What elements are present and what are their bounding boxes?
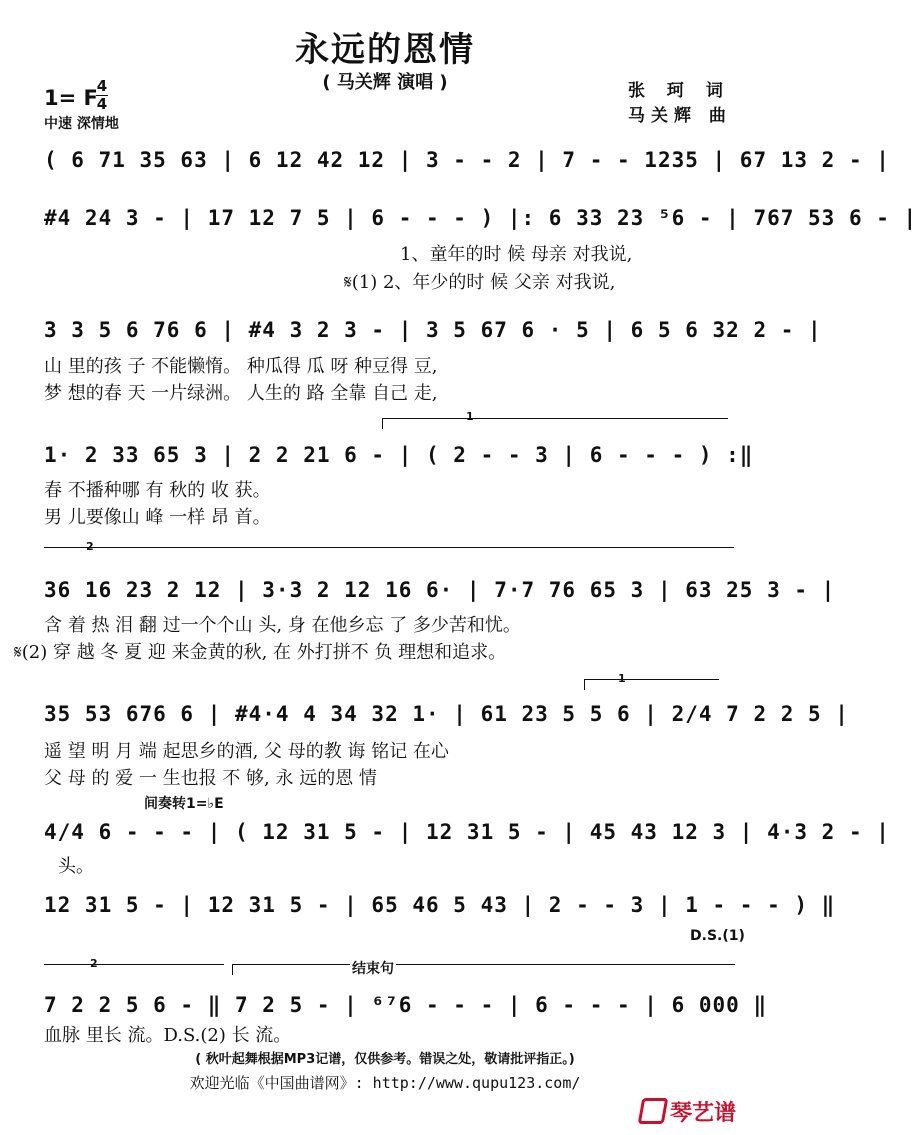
- lyric-line-2-verse-1: 1、童年的时 候 母亲 对我说,: [400, 244, 633, 265]
- time-signature: [96, 78, 108, 113]
- score-line-7: 4/4 6 - - - | ( 12 31 5 - | 12 31 5 - | 45 43 12 3 | 4·3 2 - |: [44, 820, 890, 844]
- welcome-link[interactable]: 欢迎光临《中国曲谱网》: http://www.qupu123.com/: [189, 1074, 581, 1092]
- score-line-3: 3 3 5 6 76 6 | #4 3 2 3 - | 3 5 67 6 · 5 | 6 5 6 32 2 - |: [44, 318, 822, 342]
- lyric-line-7: 头。: [58, 856, 94, 877]
- dal-segno-1: D.S.(1): [690, 928, 745, 944]
- lyricist-credit: 张 珂 词: [628, 81, 731, 101]
- site-logo: [640, 1096, 736, 1127]
- song-title: 永远的恩情: [295, 30, 475, 70]
- lyric-line-4-verse-1: 春 不播种哪 有 秋的 收 获。: [44, 480, 271, 501]
- volta-bracket-9: [44, 964, 224, 975]
- score-line-1: ( 6 71 35 63 | 6 12 42 12 | 3 - - 2 | 7 - - 1235 | 67 13 2 - |: [44, 148, 890, 172]
- tempo-marking: 中速 深情地: [44, 116, 119, 132]
- lyric-line-3-verse-2: 梦 想的春 天 一片绿洲。 人生的 路 全靠 自己 走,: [44, 383, 438, 404]
- volta-bracket-6: [584, 679, 719, 690]
- composer-credit: 马关辉 曲: [628, 106, 732, 126]
- volta-number-6: 1: [618, 672, 626, 685]
- lyric-line-9: 血脉 里长 流。D.S.(2) 长 流。: [44, 1025, 292, 1046]
- score-line-2: #4 24 3 - | 17 12 7 5 | 6 - - - ) |: 6 33 23 ⁵6 - | 767 53 6 - |: [44, 206, 917, 230]
- volta-number-1: 1: [466, 410, 474, 423]
- lyric-line-5-verse-1: 含 着 热 泪 翻 过一个个山 头, 身 在他乡忘 了 多少苦和忧。: [44, 615, 521, 636]
- lyric-line-6-verse-2: 父 母 的 爱 一 生也报 不 够, 永 远的恩 情: [44, 768, 377, 789]
- logo-mark-icon: [638, 1098, 669, 1124]
- volta-number-2: 2: [86, 540, 94, 553]
- score-line-6: 35 53 676 6 | #4·4 4 34 32 1· | 61 23 5 5 6 | 2/4 7 2 2 5 |: [44, 702, 849, 726]
- key-signature: 1= F: [44, 86, 98, 110]
- lyric-line-3-verse-1: 山 里的孩 子 不能懒惰。 种瓜得 瓜 呀 种豆得 豆,: [44, 356, 438, 377]
- song-subtitle: ( 马关辉 演唱 ): [322, 72, 448, 93]
- lyric-line-2-verse-2: 𝄋(1) 2、年少的时 候 父亲 对我说,: [344, 272, 616, 293]
- score-line-4: 1· 2 33 65 3 | 2 2 21 6 - | ( 2 - - 3 | 6 - - - ) :‖: [44, 443, 754, 467]
- lyric-line-5-verse-2: 𝄋(2) 穿 越 冬 夏 迎 来金黄的秋, 在 外打拼不 负 理想和追求。: [14, 642, 507, 663]
- lyric-line-6-verse-1: 遥 望 明 月 端 起思乡的酒, 父 母的教 诲 铭记 在心: [44, 741, 449, 762]
- interlude-key-change: 间奏转1=♭E: [144, 796, 224, 812]
- score-line-9: 7 2 2 5 6 - ‖ 7 2 5 - | ⁶⁷6 - - - | 6 - - - | 6 000 ‖: [44, 993, 768, 1017]
- volta-number-9: 2: [90, 957, 98, 970]
- coda-bracket: [232, 964, 735, 975]
- time-numerator: 4: [96, 77, 108, 95]
- lyric-line-4-verse-2: 男 儿要像山 峰 一样 昂 首。: [44, 507, 271, 528]
- transcription-note: ( 秋叶起舞根据MP3记谱，仅供参考。错误之处，敬请批评指正。): [195, 1052, 575, 1067]
- volta-bracket-1: [382, 418, 728, 429]
- time-denominator: 4: [96, 95, 108, 113]
- score-line-5: 36 16 23 2 12 | 3·3 2 12 16 6· | 7·7 76 65 3 | 63 25 3 - |: [44, 578, 836, 602]
- logo-text: 琴艺谱: [670, 1101, 737, 1126]
- volta-bracket-2: [44, 547, 734, 558]
- score-line-8: 12 31 5 - | 12 31 5 - | 65 46 5 43 | 2 - - 3 | 1 - - - ) ‖: [44, 893, 836, 917]
- coda-label: 结束句: [350, 958, 396, 978]
